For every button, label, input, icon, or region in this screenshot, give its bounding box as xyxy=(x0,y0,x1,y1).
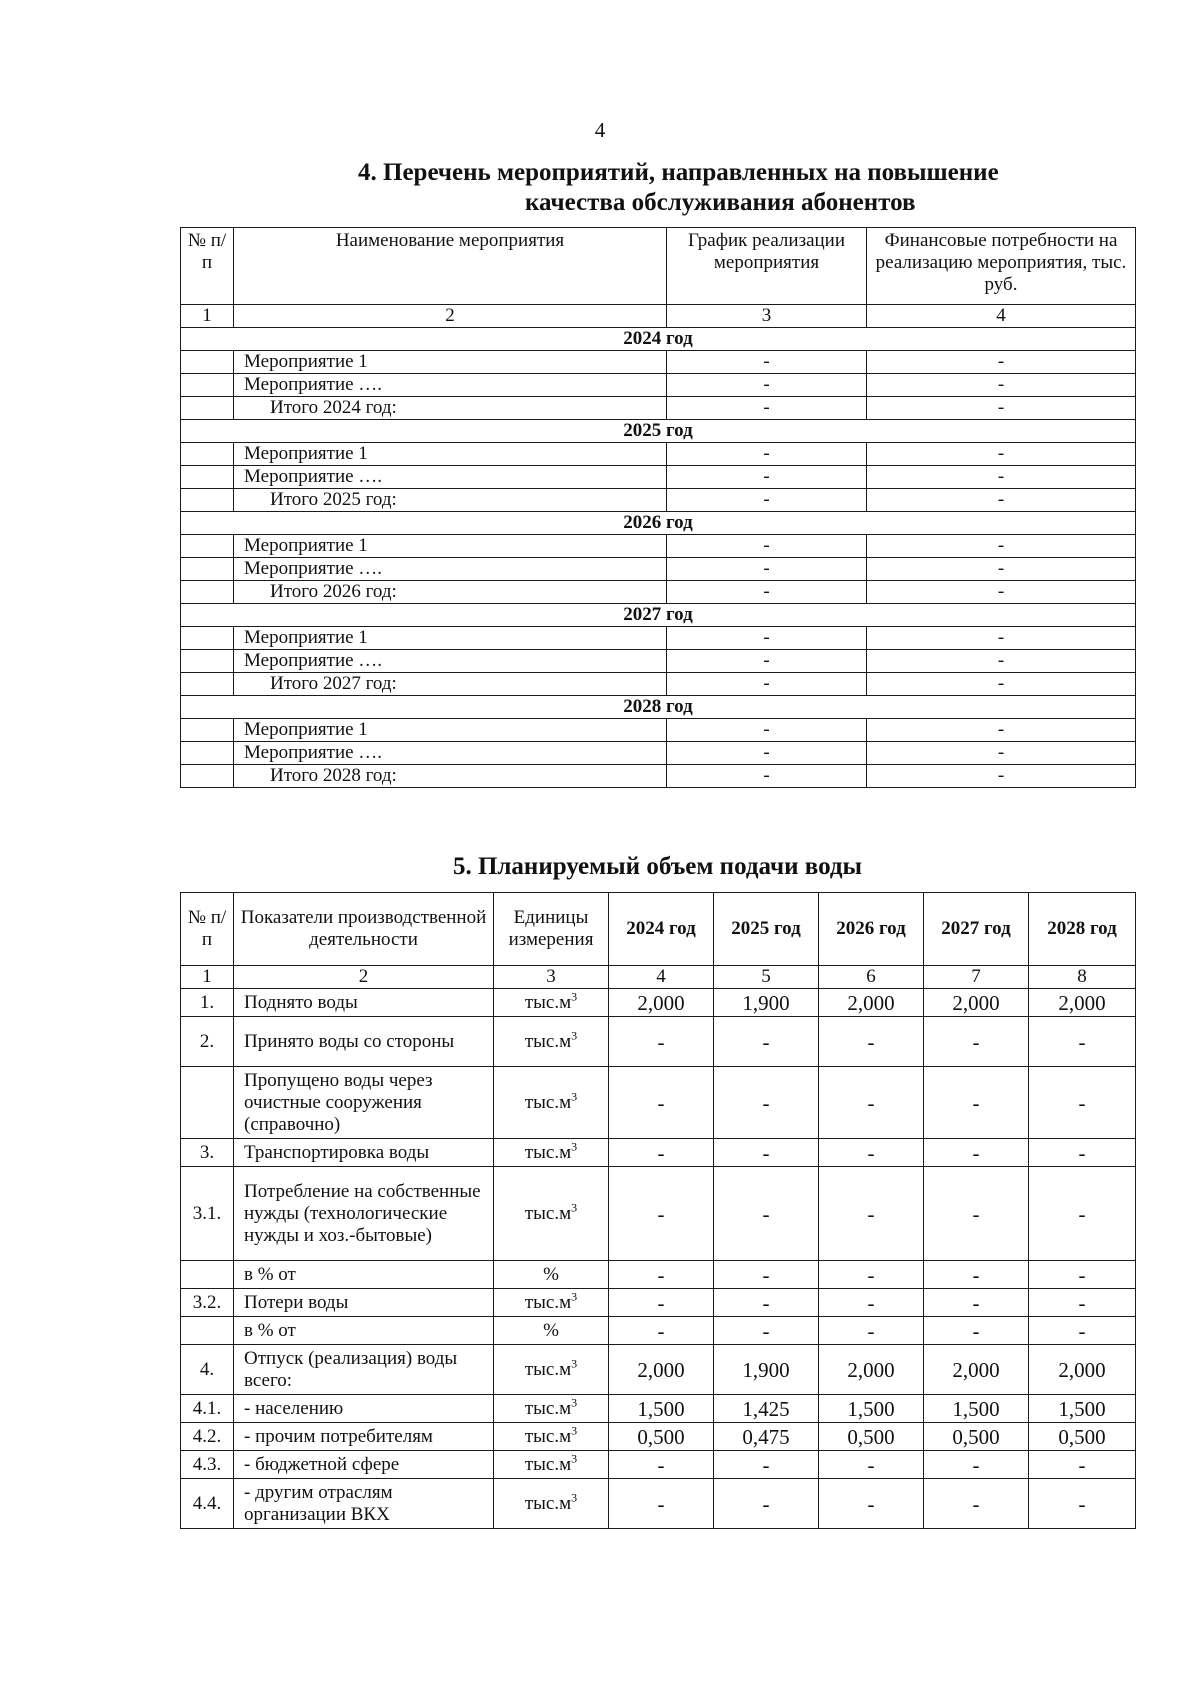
activity-finance: - xyxy=(867,443,1136,466)
year-value: 1,500 xyxy=(819,1395,924,1423)
year-value: 1,500 xyxy=(1029,1395,1136,1423)
year-value: 1,900 xyxy=(714,989,819,1017)
colnum-cell: 6 xyxy=(819,966,924,989)
year-value: 2,000 xyxy=(924,989,1029,1017)
header-year: 2025 год xyxy=(714,893,819,966)
activity-num xyxy=(181,535,234,558)
unit-text: тыс.м xyxy=(524,1425,572,1447)
total-name: Итого 2025 год: xyxy=(234,489,667,512)
activity-schedule: - xyxy=(667,443,867,466)
unit-superscript: 3 xyxy=(571,1395,578,1410)
year-value: - xyxy=(609,1451,714,1479)
indicator-num: 3. xyxy=(181,1139,234,1167)
activity-schedule: - xyxy=(667,466,867,489)
indicator-name: Пропущено воды через очистные сооружения (справочно) xyxy=(234,1067,494,1139)
water-supply-table-body xyxy=(181,893,1136,1529)
unit-text: тыс.м xyxy=(524,1030,572,1052)
activity-row xyxy=(181,351,1136,374)
total-finance: - xyxy=(867,673,1136,696)
year-value: - xyxy=(1029,1317,1136,1345)
activity-finance: - xyxy=(867,535,1136,558)
year-value: 2,000 xyxy=(819,989,924,1017)
year-label: 2028 год xyxy=(181,696,1136,719)
water-header-row xyxy=(181,893,1136,966)
year-value: - xyxy=(714,1479,819,1529)
indicator-name: - другим отраслям организации ВКХ xyxy=(234,1479,494,1529)
unit-superscript: 3 xyxy=(571,1356,578,1371)
colnum-cell: 4 xyxy=(867,305,1136,328)
year-value: - xyxy=(819,1167,924,1261)
year-value: - xyxy=(714,1139,819,1167)
activity-schedule: - xyxy=(667,650,867,673)
activity-row xyxy=(181,466,1136,489)
activity-num xyxy=(181,650,234,673)
activity-finance: - xyxy=(867,351,1136,374)
total-schedule: - xyxy=(667,489,867,512)
unit-text: тыс.м xyxy=(524,1492,572,1514)
total-name: Итого 2027 год: xyxy=(234,673,667,696)
unit-text: тыс.м xyxy=(524,991,572,1013)
activity-row xyxy=(181,374,1136,397)
activity-finance: - xyxy=(867,742,1136,765)
water-supply-table xyxy=(180,892,1136,1529)
year-value: - xyxy=(714,1317,819,1345)
unit-text: тыс.м xyxy=(524,1291,572,1313)
activity-name: Мероприятие …. xyxy=(234,650,667,673)
year-value: - xyxy=(1029,1261,1136,1289)
year-value: - xyxy=(609,1317,714,1345)
activity-num xyxy=(181,742,234,765)
activity-row xyxy=(181,719,1136,742)
activities-colnum-row xyxy=(181,305,1136,328)
indicator-unit xyxy=(494,1395,609,1423)
total-schedule: - xyxy=(667,397,867,420)
unit-text: тыс.м xyxy=(524,1091,572,1113)
total-finance: - xyxy=(867,765,1136,788)
activities-table-body xyxy=(181,228,1136,788)
year-value: - xyxy=(819,1479,924,1529)
activity-finance: - xyxy=(867,650,1136,673)
unit-superscript: 3 xyxy=(571,1139,578,1154)
year-value: 0,475 xyxy=(714,1423,819,1451)
activity-name: Мероприятие …. xyxy=(234,466,667,489)
colnum-cell: 1 xyxy=(181,305,234,328)
unit-superscript: 3 xyxy=(571,1028,578,1043)
year-value: - xyxy=(819,1017,924,1067)
year-row xyxy=(181,604,1136,627)
colnum-cell: 7 xyxy=(924,966,1029,989)
indicator-name: Транспортировка воды xyxy=(234,1139,494,1167)
header-schedule: График реализации мероприятия xyxy=(667,228,867,305)
activity-name: Мероприятие 1 xyxy=(234,535,667,558)
total-name: Итого 2028 год: xyxy=(234,765,667,788)
activity-schedule: - xyxy=(667,558,867,581)
activity-num xyxy=(181,466,234,489)
indicator-name: - бюджетной сфере xyxy=(234,1451,494,1479)
indicator-row xyxy=(181,1167,1136,1261)
activity-schedule: - xyxy=(667,627,867,650)
unit-superscript: 3 xyxy=(571,1490,578,1505)
activity-name: Мероприятие 1 xyxy=(234,719,667,742)
year-value: - xyxy=(609,1479,714,1529)
indicator-row xyxy=(181,1395,1136,1423)
activity-finance: - xyxy=(867,558,1136,581)
indicator-unit xyxy=(494,1139,609,1167)
year-row xyxy=(181,512,1136,535)
total-name: Итого 2024 год: xyxy=(234,397,667,420)
unit-text: тыс.м xyxy=(524,1358,572,1380)
year-value: - xyxy=(1029,1451,1136,1479)
colnum-cell: 3 xyxy=(494,966,609,989)
header-year: 2024 год xyxy=(609,893,714,966)
indicator-row xyxy=(181,1017,1136,1067)
activity-name: Мероприятие 1 xyxy=(234,351,667,374)
total-row xyxy=(181,673,1136,696)
activity-finance: - xyxy=(867,466,1136,489)
indicator-row xyxy=(181,1423,1136,1451)
indicator-num: 1. xyxy=(181,989,234,1017)
activities-table xyxy=(180,227,1136,788)
water-colnum-row xyxy=(181,966,1136,989)
year-value: - xyxy=(924,1167,1029,1261)
year-label: 2024 год xyxy=(181,328,1136,351)
activity-num xyxy=(181,443,234,466)
year-value: 1,900 xyxy=(714,1345,819,1395)
indicator-name: - населению xyxy=(234,1395,494,1423)
year-value: - xyxy=(714,1261,819,1289)
year-value: - xyxy=(819,1289,924,1317)
year-value: 1,500 xyxy=(609,1395,714,1423)
activity-row xyxy=(181,742,1136,765)
section-4-title-line2: качества обслуживания абонентов xyxy=(525,189,916,216)
total-num xyxy=(181,397,234,420)
activity-schedule: - xyxy=(667,351,867,374)
year-value: - xyxy=(1029,1067,1136,1139)
activity-num xyxy=(181,351,234,374)
activity-name: Мероприятие 1 xyxy=(234,627,667,650)
indicator-row xyxy=(181,1261,1136,1289)
year-value: 2,000 xyxy=(609,989,714,1017)
activity-row xyxy=(181,650,1136,673)
activity-row xyxy=(181,535,1136,558)
indicator-row xyxy=(181,1345,1136,1395)
header-num: № п/п xyxy=(181,893,234,966)
activity-name: Мероприятие …. xyxy=(234,558,667,581)
total-num xyxy=(181,489,234,512)
year-value: - xyxy=(924,1317,1029,1345)
header-year: 2027 год xyxy=(924,893,1029,966)
total-finance: - xyxy=(867,489,1136,512)
indicator-row xyxy=(181,1451,1136,1479)
activity-row xyxy=(181,443,1136,466)
indicator-num: 3.2. xyxy=(181,1289,234,1317)
indicator-name: - прочим потребителям xyxy=(234,1423,494,1451)
indicator-unit xyxy=(494,1451,609,1479)
unit-superscript: 3 xyxy=(571,1289,578,1304)
year-value: - xyxy=(714,1451,819,1479)
page-number: 4 xyxy=(594,118,606,142)
indicator-name: Отпуск (реализация) воды всего: xyxy=(234,1345,494,1395)
year-value: - xyxy=(609,1289,714,1317)
header-indicator: Показатели производственной деятельности xyxy=(234,893,494,966)
indicator-unit xyxy=(494,989,609,1017)
section-4-title-line1: 4. Перечень мероприятий, направленных на повышение xyxy=(358,159,999,186)
year-value: - xyxy=(609,1017,714,1067)
year-label: 2027 год xyxy=(181,604,1136,627)
year-value: 0,500 xyxy=(924,1423,1029,1451)
total-num xyxy=(181,765,234,788)
year-value: 2,000 xyxy=(924,1345,1029,1395)
indicator-row xyxy=(181,1067,1136,1139)
total-finance: - xyxy=(867,397,1136,420)
indicator-name: в % от xyxy=(234,1261,494,1289)
section-5-title: 5. Планируемый объем подачи воды xyxy=(452,853,863,880)
indicator-num: 3.1. xyxy=(181,1167,234,1261)
header-year: 2026 год xyxy=(819,893,924,966)
indicator-row xyxy=(181,1289,1136,1317)
header-finance: Финансовые потребности на реализацию мероприятия, тыс. руб. xyxy=(867,228,1136,305)
activity-schedule: - xyxy=(667,719,867,742)
unit-text: тыс.м xyxy=(524,1202,572,1224)
year-value: - xyxy=(714,1067,819,1139)
year-value: - xyxy=(924,1479,1029,1529)
year-value: - xyxy=(1029,1139,1136,1167)
total-schedule: - xyxy=(667,673,867,696)
year-value: - xyxy=(1029,1479,1136,1529)
indicator-name: Поднято воды xyxy=(234,989,494,1017)
total-schedule: - xyxy=(667,581,867,604)
indicator-name: Потери воды xyxy=(234,1289,494,1317)
total-finance: - xyxy=(867,581,1136,604)
indicator-unit xyxy=(494,1423,609,1451)
colnum-cell: 4 xyxy=(609,966,714,989)
unit-superscript: 3 xyxy=(571,1089,578,1104)
year-value: 2,000 xyxy=(609,1345,714,1395)
activity-row xyxy=(181,558,1136,581)
unit-text: % xyxy=(543,1319,559,1341)
year-value: 2,000 xyxy=(819,1345,924,1395)
unit-superscript: 3 xyxy=(571,1200,578,1215)
section-4-title xyxy=(330,158,1130,218)
unit-text: тыс.м xyxy=(524,1397,572,1419)
year-value: - xyxy=(924,1451,1029,1479)
activity-finance: - xyxy=(867,627,1136,650)
activity-finance: - xyxy=(867,374,1136,397)
year-value: - xyxy=(924,1067,1029,1139)
year-value: 0,500 xyxy=(1029,1423,1136,1451)
indicator-unit xyxy=(494,1167,609,1261)
activity-name: Мероприятие …. xyxy=(234,742,667,765)
indicator-name: Потребление на собственные нужды (технологические нужды и хоз.-бытовые) xyxy=(234,1167,494,1261)
year-row xyxy=(181,420,1136,443)
indicator-unit xyxy=(494,1017,609,1067)
colnum-cell: 8 xyxy=(1029,966,1136,989)
unit-superscript: 3 xyxy=(571,1423,578,1438)
indicator-num: 4.2. xyxy=(181,1423,234,1451)
indicator-num xyxy=(181,1261,234,1289)
header-activity-name: Наименование мероприятия xyxy=(234,228,667,305)
year-value: - xyxy=(609,1167,714,1261)
year-row xyxy=(181,328,1136,351)
activity-num xyxy=(181,719,234,742)
indicator-num: 4.4. xyxy=(181,1479,234,1529)
year-value: - xyxy=(819,1067,924,1139)
activity-num xyxy=(181,374,234,397)
unit-text: тыс.м xyxy=(524,1141,572,1163)
year-value: - xyxy=(924,1017,1029,1067)
colnum-cell: 5 xyxy=(714,966,819,989)
indicator-unit xyxy=(494,1261,609,1289)
indicator-num xyxy=(181,1317,234,1345)
year-value: - xyxy=(1029,1167,1136,1261)
total-row xyxy=(181,489,1136,512)
unit-text: тыс.м xyxy=(524,1453,572,1475)
year-value: - xyxy=(609,1067,714,1139)
total-schedule: - xyxy=(667,765,867,788)
total-num xyxy=(181,673,234,696)
year-value: - xyxy=(819,1261,924,1289)
activity-finance: - xyxy=(867,719,1136,742)
activity-name: Мероприятие 1 xyxy=(234,443,667,466)
total-num xyxy=(181,581,234,604)
year-value: 1,425 xyxy=(714,1395,819,1423)
activity-schedule: - xyxy=(667,742,867,765)
year-value: - xyxy=(819,1317,924,1345)
indicator-unit xyxy=(494,1345,609,1395)
indicator-row xyxy=(181,1317,1136,1345)
activities-header-row xyxy=(181,228,1136,305)
indicator-num xyxy=(181,1067,234,1139)
header-year: 2028 год xyxy=(1029,893,1136,966)
year-value: - xyxy=(714,1289,819,1317)
activity-num xyxy=(181,627,234,650)
year-value: - xyxy=(924,1261,1029,1289)
activity-schedule: - xyxy=(667,374,867,397)
indicator-name: в % от xyxy=(234,1317,494,1345)
activity-name: Мероприятие …. xyxy=(234,374,667,397)
year-value: 1,500 xyxy=(924,1395,1029,1423)
unit-superscript: 3 xyxy=(571,1451,578,1466)
activity-schedule: - xyxy=(667,535,867,558)
unit-text: % xyxy=(543,1263,559,1285)
indicator-num: 4.1. xyxy=(181,1395,234,1423)
activity-row xyxy=(181,627,1136,650)
year-value: 0,500 xyxy=(819,1423,924,1451)
indicator-num: 4.3. xyxy=(181,1451,234,1479)
unit-superscript: 3 xyxy=(571,989,578,1004)
year-value: - xyxy=(609,1261,714,1289)
colnum-cell: 1 xyxy=(181,966,234,989)
colnum-cell: 2 xyxy=(234,305,667,328)
year-value: 0,500 xyxy=(609,1423,714,1451)
indicator-name: Принято воды со стороны xyxy=(234,1017,494,1067)
year-value: - xyxy=(714,1017,819,1067)
indicator-unit xyxy=(494,1289,609,1317)
year-row xyxy=(181,696,1136,719)
year-value: - xyxy=(924,1289,1029,1317)
year-value: - xyxy=(1029,1017,1136,1067)
colnum-cell: 3 xyxy=(667,305,867,328)
indicator-num: 2. xyxy=(181,1017,234,1067)
year-value: 2,000 xyxy=(1029,989,1136,1017)
total-name: Итого 2026 год: xyxy=(234,581,667,604)
indicator-unit xyxy=(494,1479,609,1529)
total-row xyxy=(181,581,1136,604)
header-unit: Единицы измерения xyxy=(494,893,609,966)
indicator-num: 4. xyxy=(181,1345,234,1395)
year-value: - xyxy=(819,1139,924,1167)
year-label: 2026 год xyxy=(181,512,1136,535)
indicator-row xyxy=(181,1139,1136,1167)
indicator-unit xyxy=(494,1317,609,1345)
total-row xyxy=(181,397,1136,420)
year-value: - xyxy=(714,1167,819,1261)
indicator-row xyxy=(181,989,1136,1017)
colnum-cell: 2 xyxy=(234,966,494,989)
total-row xyxy=(181,765,1136,788)
year-label: 2025 год xyxy=(181,420,1136,443)
year-value: - xyxy=(819,1451,924,1479)
year-value: 2,000 xyxy=(1029,1345,1136,1395)
year-value: - xyxy=(1029,1289,1136,1317)
activity-num xyxy=(181,558,234,581)
indicator-row xyxy=(181,1479,1136,1529)
header-num: № п/п xyxy=(181,228,234,305)
indicator-unit xyxy=(494,1067,609,1139)
year-value: - xyxy=(609,1139,714,1167)
year-value: - xyxy=(924,1139,1029,1167)
